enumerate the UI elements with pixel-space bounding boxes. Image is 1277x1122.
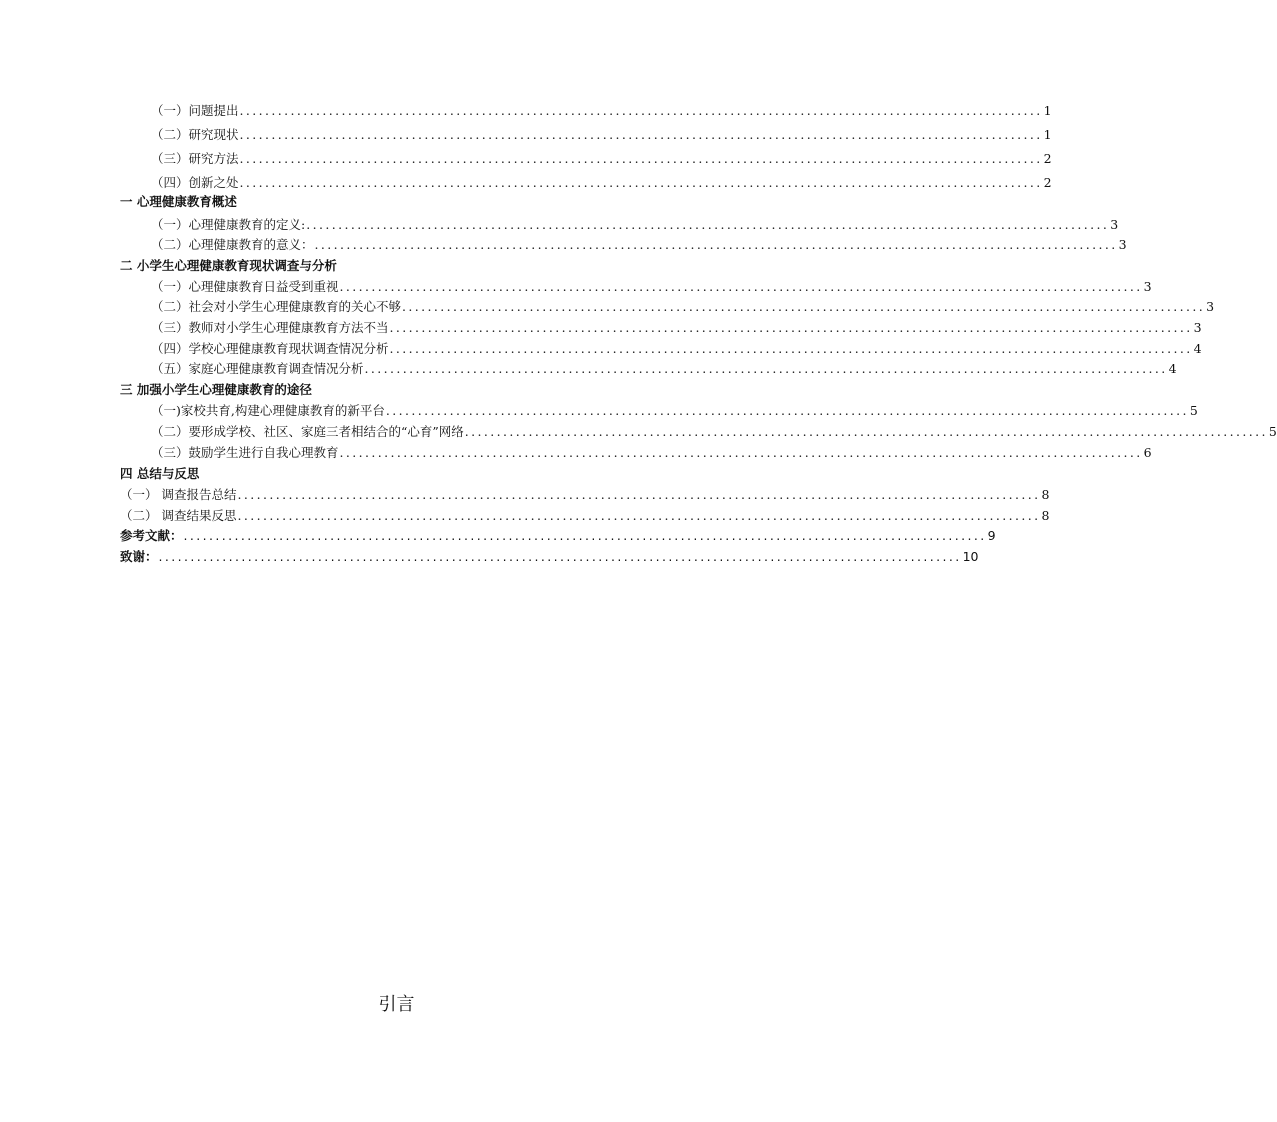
toc-entry-label: 一 心理健康教育概述 (120, 194, 237, 209)
toc-entry-label: （三）鼓励学生进行自我心理教育 (151, 445, 339, 460)
toc-entry[interactable] (151, 234, 1127, 254)
toc-leader: .............................................................................................................................. (389, 340, 1193, 356)
toc-entry-label: （二）社会对小学生心理健康教育的关心不够 (151, 299, 402, 314)
toc-entry[interactable] (120, 546, 979, 566)
toc-entry-label: 二 小学生心理健康教育现状调查与分析 (120, 258, 337, 273)
toc-page-number: 3 (1118, 236, 1127, 252)
toc-leader: .............................................................................................................................. (464, 423, 1268, 439)
toc-leader: .............................................................................................................................. (339, 444, 1143, 460)
toc-entry-label: （一）问题提出 (151, 103, 239, 118)
toc-page-number: 2 (1043, 150, 1052, 166)
toc-page-number: 3 (1143, 278, 1152, 294)
toc-chapter-heading[interactable] (120, 463, 320, 483)
toc-page-number: 1 (1043, 102, 1052, 118)
toc-leader: .............................................................................................................................. (237, 486, 1041, 502)
toc-page-number: 8 (1041, 486, 1050, 502)
toc-entry-label: （二） 调查结果反思 (120, 508, 237, 523)
toc-leader: .............................................................................................................................. (389, 319, 1193, 335)
toc-entry-label: （三）教师对小学生心理健康教育方法不当 (151, 320, 389, 335)
toc-page-number: 4 (1193, 340, 1202, 356)
toc-chapter-heading[interactable] (120, 255, 440, 275)
toc-entry-label: （三）研究方法 (151, 151, 239, 166)
toc-entry[interactable] (151, 317, 1202, 337)
toc-entry-label: （五）家庭心理健康教育调查情况分析 (151, 361, 364, 376)
toc-page-number: 2 (1043, 174, 1052, 190)
toc-page-number: 3 (1206, 298, 1215, 314)
toc-entry[interactable] (151, 276, 1152, 296)
toc-entry-label: （二）心理健康教育的意义： (151, 237, 314, 252)
toc-leader: .............................................................................................................................. (306, 216, 1110, 232)
toc-entry-label: （四）创新之处 (151, 175, 239, 190)
toc-entry[interactable] (151, 148, 1052, 168)
toc-page-number: 4 (1168, 360, 1177, 376)
toc-leader: .............................................................................................................................. (183, 527, 987, 543)
section-title: 引言 (378, 994, 415, 1015)
toc-entry-label: （一）心理健康教育的定义: (151, 217, 306, 232)
toc-entry-label: （一）心理健康教育日益受到重视 (151, 279, 339, 294)
toc-chapter-heading[interactable] (120, 191, 420, 211)
toc-page-number: 10 (962, 548, 979, 564)
toc-entry[interactable] (151, 172, 1052, 192)
toc-leader: .............................................................................................................................. (239, 102, 1043, 118)
toc-entry[interactable] (151, 214, 1119, 234)
toc-page-number: 9 (987, 527, 996, 543)
toc-entry[interactable] (151, 338, 1202, 358)
toc-leader: .............................................................................................................................. (158, 548, 962, 564)
toc-page-number: 1 (1043, 126, 1052, 142)
toc-entry[interactable] (151, 442, 1152, 462)
toc-entry[interactable] (120, 505, 1050, 525)
toc-entry[interactable] (120, 484, 1050, 504)
toc-entry[interactable] (151, 124, 1052, 144)
toc-entry-label: 三 加强小学生心理健康教育的途径 (120, 382, 312, 397)
toc-page-number: 8 (1041, 507, 1050, 523)
toc-leader: .............................................................................................................................. (314, 236, 1118, 252)
toc-entry[interactable] (151, 421, 1277, 441)
toc-entry-label: 参考文献： (120, 528, 183, 543)
toc-leader: .............................................................................................................................. (339, 278, 1143, 294)
toc-entry[interactable] (151, 100, 1052, 120)
toc-leader: .............................................................................................................................. (239, 174, 1043, 190)
toc-page-number: 6 (1143, 444, 1152, 460)
toc-entry-label: （一） 调查报告总结 (120, 487, 237, 502)
toc-entry[interactable] (151, 358, 1177, 378)
toc-leader: .............................................................................................................................. (402, 298, 1206, 314)
toc-page-number: 3 (1110, 216, 1119, 232)
toc-entry[interactable] (151, 296, 1215, 316)
toc-page-number: 5 (1268, 423, 1277, 439)
toc-page-number: 5 (1189, 402, 1198, 418)
toc-entry-label: 四 总结与反思 (120, 466, 200, 481)
toc-page-number: 3 (1193, 319, 1202, 335)
toc-leader: .............................................................................................................................. (239, 150, 1043, 166)
toc-leader: .............................................................................................................................. (364, 360, 1168, 376)
toc-leader: .............................................................................................................................. (385, 402, 1189, 418)
toc-entry-label: （四）学校心理健康教育现状调查情况分析 (151, 341, 389, 356)
toc-entry-label: （二）要形成学校、社区、家庭三者相结合的“心育”网络 (151, 424, 464, 439)
toc-chapter-heading[interactable] (120, 379, 440, 399)
toc-entry-label: （一)家校共育,构建心理健康教育的新平台 (151, 403, 385, 418)
toc-leader: .............................................................................................................................. (239, 126, 1043, 142)
toc-entry[interactable] (151, 400, 1198, 420)
toc-leader: .............................................................................................................................. (237, 507, 1041, 523)
toc-entry-label: 致谢： (120, 549, 158, 564)
toc-entry-label: （二）研究现状 (151, 127, 239, 142)
toc-entry[interactable] (120, 525, 996, 545)
